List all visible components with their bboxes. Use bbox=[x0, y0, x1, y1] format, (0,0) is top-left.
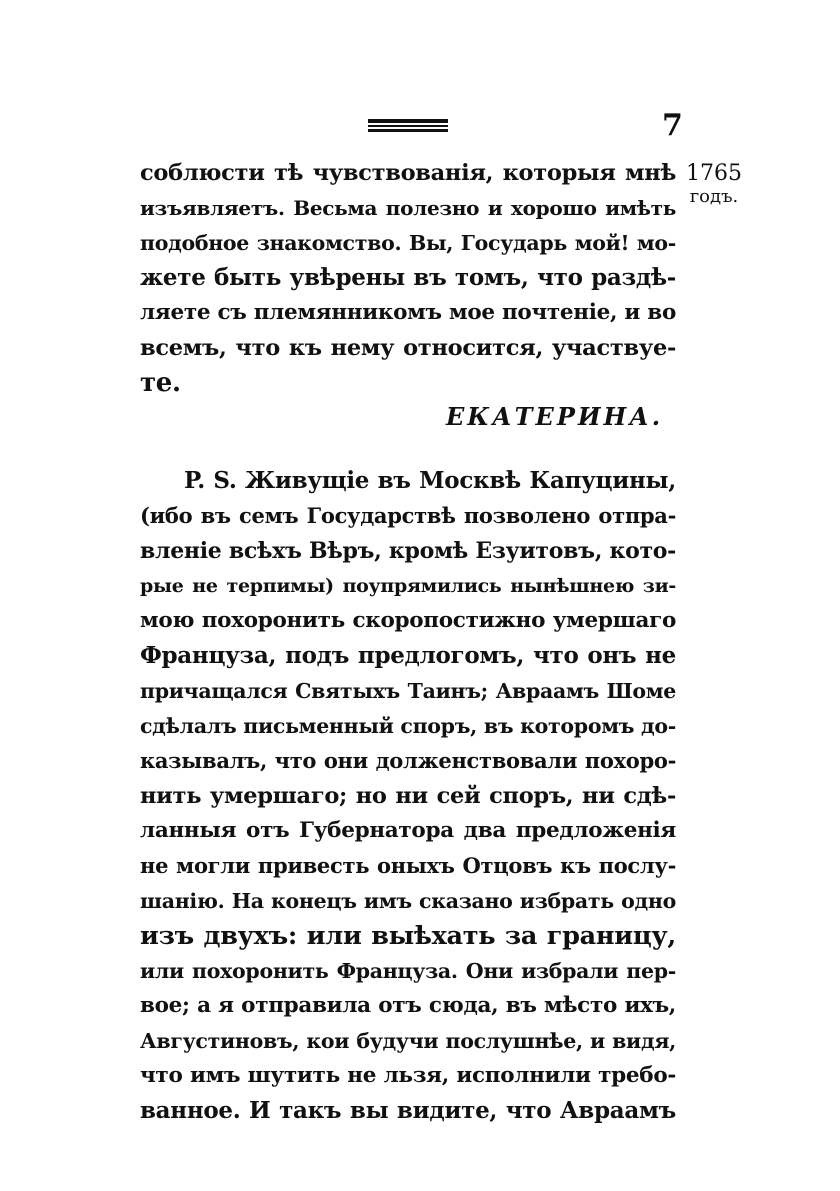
margin-year-label: годъ. bbox=[689, 186, 739, 207]
postscript-line: что имъ шутить не льзя, исполнили требо- bbox=[140, 1063, 676, 1088]
postscript-line: шанію. На конецъ имъ сказано избрать одно bbox=[140, 889, 676, 913]
postscript-line: ланныя отъ Губернатора два предложенія bbox=[140, 818, 676, 843]
margin-year: 1765 bbox=[686, 161, 742, 186]
letter-line: всемъ, что къ нему относится, участвуе- bbox=[140, 335, 676, 361]
postscript-line: изъ двухъ: или выѣхать за границу, bbox=[140, 921, 676, 951]
letter-line: соблюсти тѣ чувствованія, которыя мнѣ bbox=[140, 160, 676, 186]
postscript-line: вленіе всѣхъ Вѣръ, кромѣ Езуитовъ, кото- bbox=[140, 538, 676, 564]
postscript-line: вое; а я отправила отъ сюда, въ мѣсто ихъ, bbox=[140, 993, 676, 1018]
postscript-line: рые не терпимы) поупрямились нынѣшнею зи- bbox=[140, 575, 676, 597]
postscript-line: мою похоронить скоропостижно умершаго bbox=[140, 608, 676, 633]
postscript-line: ванное. И такъ вы видите, что Авраамъ bbox=[140, 1097, 676, 1124]
postscript-line: Француза, подъ предлогомъ, что онъ не bbox=[140, 642, 676, 669]
letter-line: жете быть увѣрены въ томъ, что раздѣ- bbox=[140, 264, 676, 291]
postscript-line: не могли привесть оныхъ Отцовъ къ послу- bbox=[140, 853, 676, 878]
header-rule-ornament bbox=[368, 119, 448, 132]
letter-line: подобное знакомство. Вы, Государь мой! мо- bbox=[140, 231, 676, 255]
postscript-line: казывалъ, что они долженствовали похоро- bbox=[140, 748, 676, 773]
letter-line: ляете съ племянникомъ мое почтеніе, и во bbox=[140, 300, 676, 325]
margin-note bbox=[686, 162, 742, 208]
letter-line: изъявляетъ. Весьма полезно и хорошо имѣть bbox=[140, 196, 676, 220]
page-number: 7 bbox=[662, 108, 683, 143]
postscript-line: или похоронить Француза. Они избрали пер- bbox=[140, 959, 676, 983]
postscript-line: P. S. Живущіе въ Москвѣ Капуцины, bbox=[184, 467, 676, 494]
postscript-line: (ибо въ семъ Государствѣ позволено отпра- bbox=[140, 503, 676, 528]
postscript-line: Августиновъ, кои будучи послушнѣе, и видя, bbox=[140, 1029, 676, 1053]
postscript-line: причащался Святыхъ Таинъ; Авраамъ Шоме bbox=[140, 679, 676, 703]
postscript-line: сдѣлалъ письменный споръ, въ которомъ до- bbox=[140, 714, 676, 738]
signature: ЕКАТЕРИНА. bbox=[446, 402, 664, 431]
postscript-line: нить умершаго; но ни сей споръ, ни сдѣ- bbox=[140, 783, 676, 809]
letter-line: те. bbox=[140, 368, 181, 398]
